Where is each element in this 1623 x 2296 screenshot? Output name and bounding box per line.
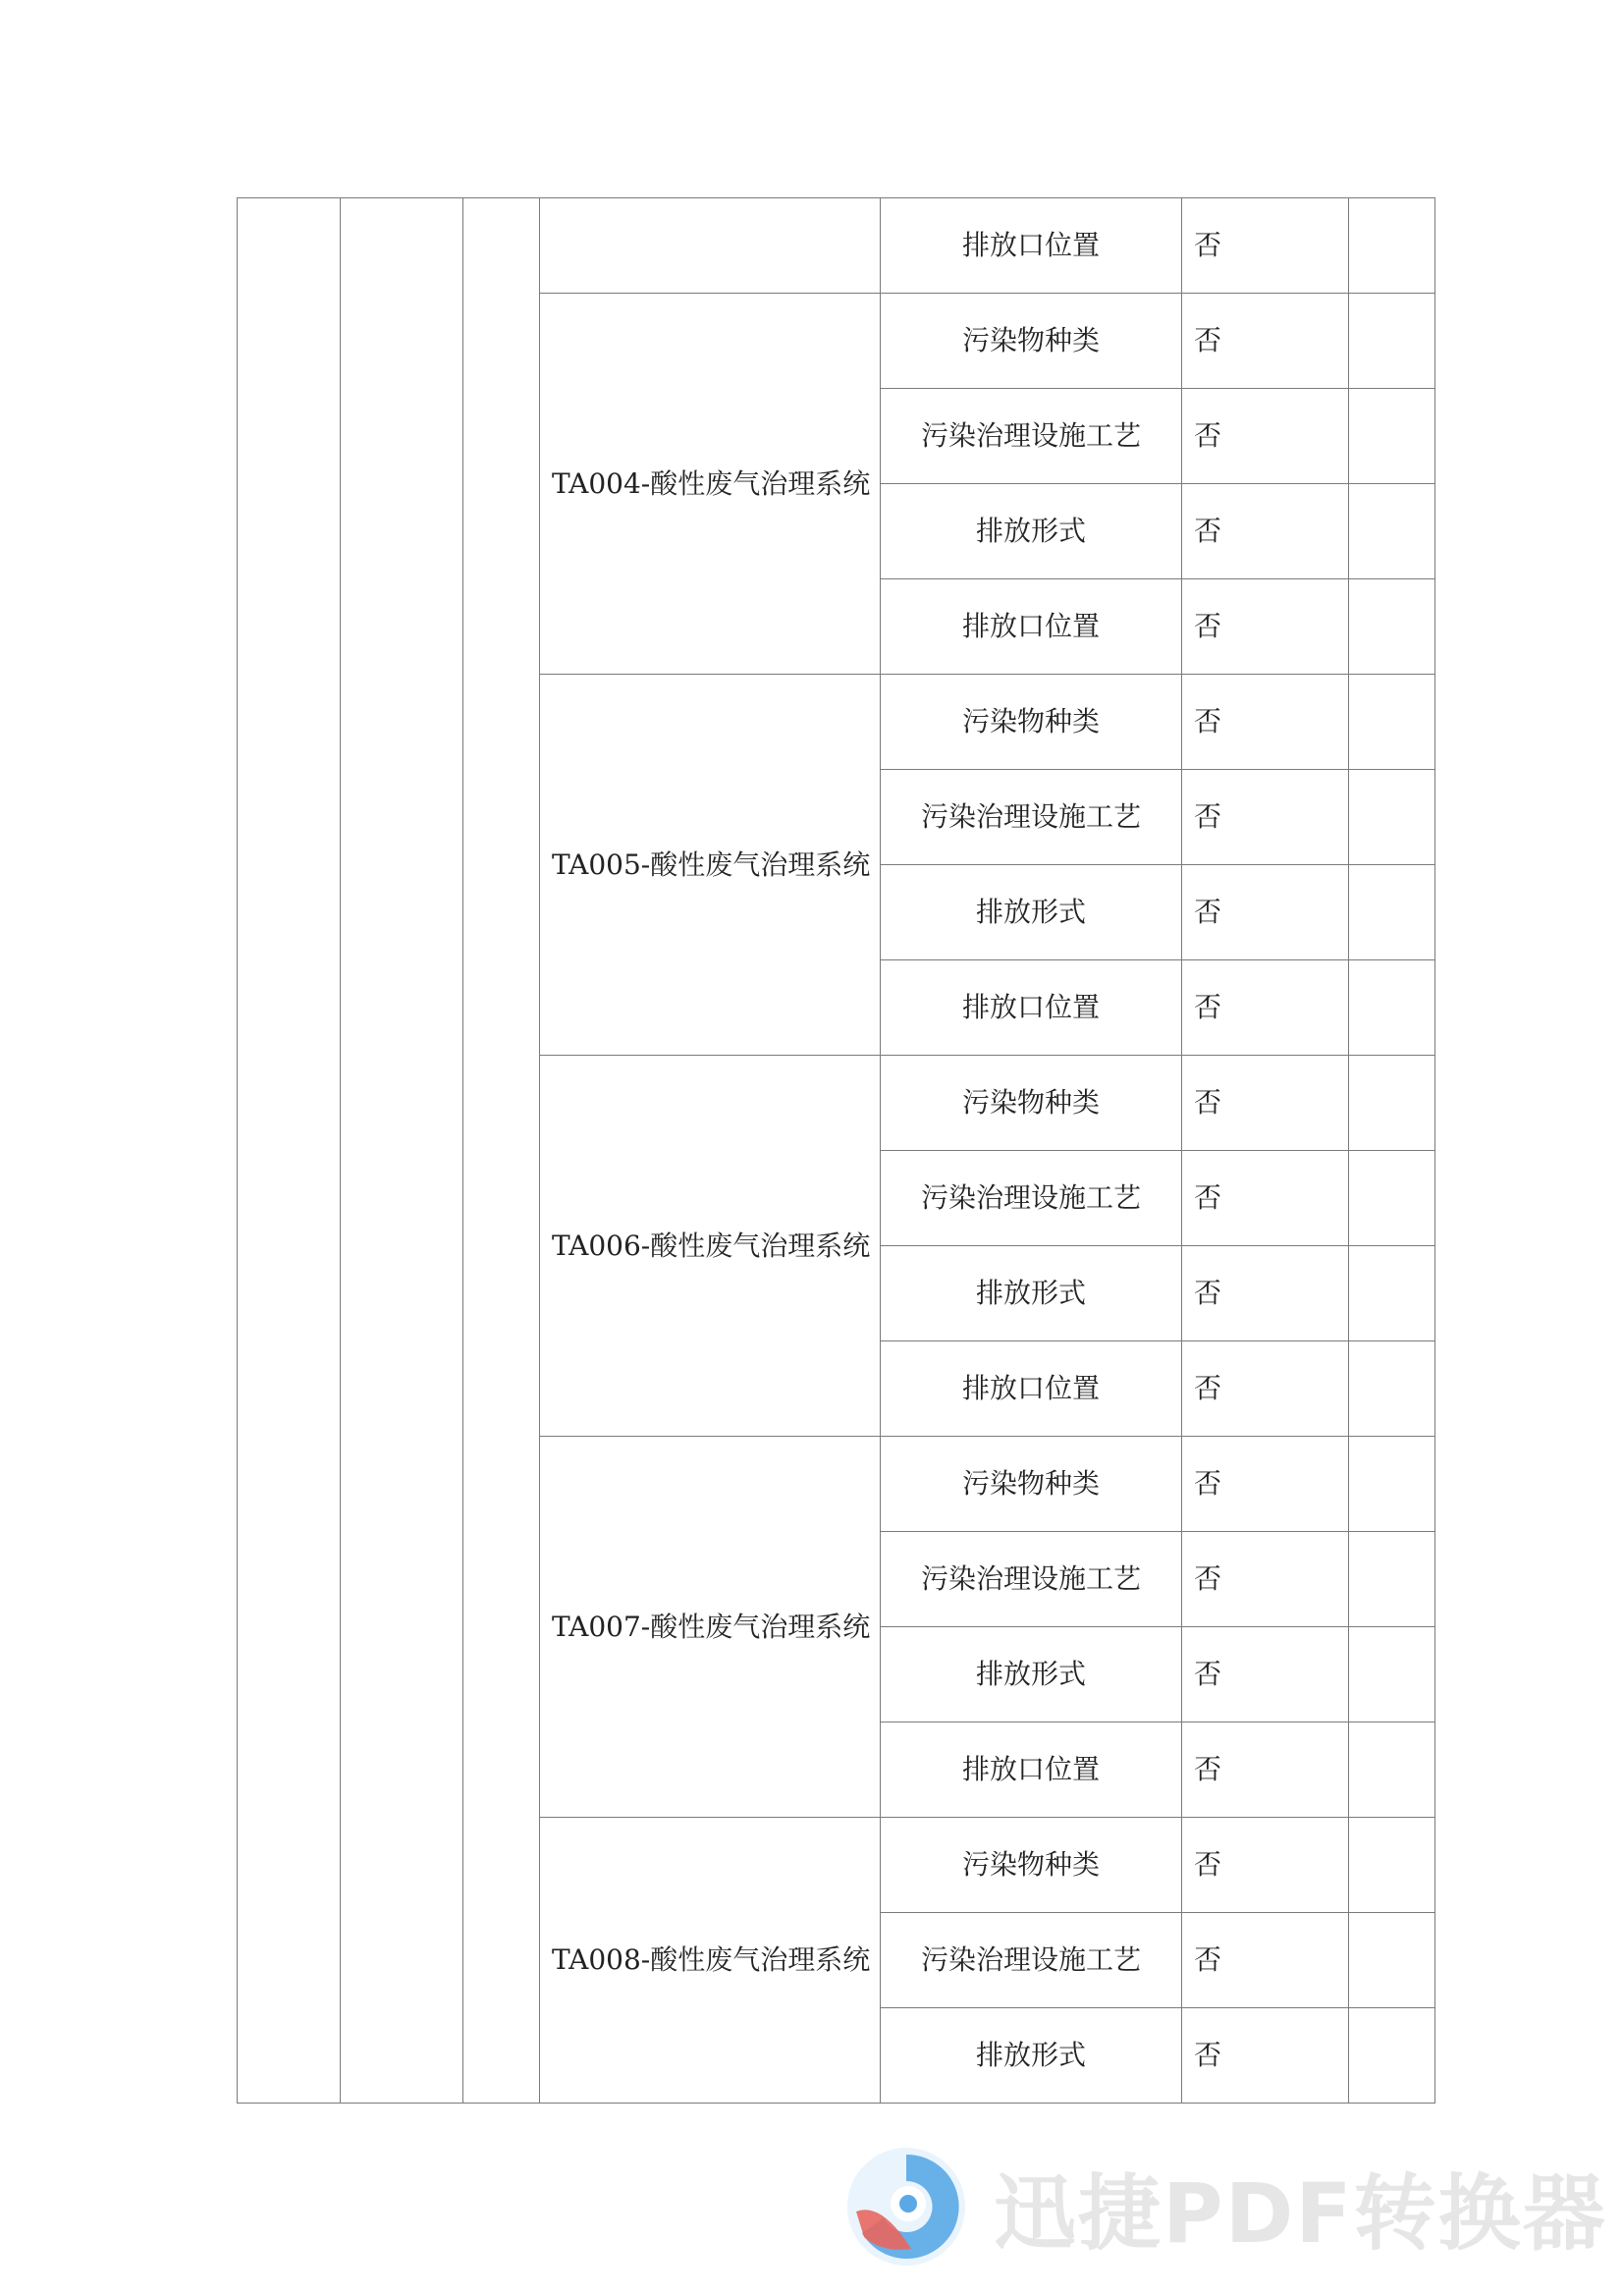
remark-cell bbox=[1349, 1627, 1435, 1722]
item-cell: 污染治理设施工艺 bbox=[881, 1913, 1182, 2008]
value-cell: 否 bbox=[1182, 389, 1349, 484]
remark-cell bbox=[1349, 770, 1435, 865]
watermark-text: 迅捷PDF转换器 bbox=[994, 2164, 1607, 2262]
remark-cell bbox=[1349, 1056, 1435, 1151]
merged-cell-col-1 bbox=[238, 198, 341, 2104]
item-cell: 排放形式 bbox=[881, 2008, 1182, 2104]
remark-cell bbox=[1349, 1151, 1435, 1246]
remark-cell bbox=[1349, 1913, 1435, 2008]
remark-cell bbox=[1349, 865, 1435, 960]
item-cell: 污染治理设施工艺 bbox=[881, 770, 1182, 865]
value-cell: 否 bbox=[1182, 1151, 1349, 1246]
item-cell: 排放口位置 bbox=[881, 1341, 1182, 1437]
item-cell: 污染物种类 bbox=[881, 1818, 1182, 1913]
system-name-cell: TA007-酸性废气治理系统 bbox=[540, 1437, 881, 1818]
remark-cell bbox=[1349, 960, 1435, 1056]
item-cell: 污染物种类 bbox=[881, 1056, 1182, 1151]
item-cell: 污染治理设施工艺 bbox=[881, 1151, 1182, 1246]
remark-cell bbox=[1349, 1532, 1435, 1627]
item-cell: 污染物种类 bbox=[881, 1437, 1182, 1532]
remark-cell bbox=[1349, 198, 1435, 294]
value-cell: 否 bbox=[1182, 675, 1349, 770]
value-cell: 否 bbox=[1182, 294, 1349, 389]
system-name-cell: TA004-酸性废气治理系统 bbox=[540, 294, 881, 675]
watermark bbox=[842, 2143, 1607, 2270]
document-table bbox=[237, 197, 1435, 2104]
item-cell: 污染物种类 bbox=[881, 294, 1182, 389]
value-cell: 否 bbox=[1182, 1913, 1349, 2008]
item-cell: 污染物种类 bbox=[881, 675, 1182, 770]
value-cell: 否 bbox=[1182, 1246, 1349, 1341]
system-name-cell: TA006-酸性废气治理系统 bbox=[540, 1056, 881, 1437]
value-cell: 否 bbox=[1182, 865, 1349, 960]
system-name-cell: TA008-酸性废气治理系统 bbox=[540, 1818, 881, 2104]
remark-cell bbox=[1349, 484, 1435, 579]
system-cell-empty bbox=[540, 198, 881, 294]
remark-cell bbox=[1349, 675, 1435, 770]
value-cell: 否 bbox=[1182, 1437, 1349, 1532]
value-cell: 否 bbox=[1182, 1341, 1349, 1437]
xunjie-logo-icon bbox=[842, 2143, 970, 2270]
value-cell: 否 bbox=[1182, 1722, 1349, 1818]
merged-cell-col-3 bbox=[463, 198, 540, 2104]
remark-cell bbox=[1349, 1246, 1435, 1341]
table-body bbox=[238, 198, 1435, 2104]
item-cell: 排放口位置 bbox=[881, 960, 1182, 1056]
value-cell: 否 bbox=[1182, 198, 1349, 294]
remark-cell bbox=[1349, 1341, 1435, 1437]
value-cell: 否 bbox=[1182, 1627, 1349, 1722]
remark-cell bbox=[1349, 294, 1435, 389]
remark-cell bbox=[1349, 1722, 1435, 1818]
item-cell: 排放形式 bbox=[881, 865, 1182, 960]
item-cell: 排放形式 bbox=[881, 1627, 1182, 1722]
value-cell: 否 bbox=[1182, 484, 1349, 579]
item-cell: 排放形式 bbox=[881, 484, 1182, 579]
system-name-cell: TA005-酸性废气治理系统 bbox=[540, 675, 881, 1056]
value-cell: 否 bbox=[1182, 1532, 1349, 1627]
item-cell: 污染治理设施工艺 bbox=[881, 389, 1182, 484]
remark-cell bbox=[1349, 1818, 1435, 1913]
remark-cell bbox=[1349, 579, 1435, 675]
value-cell: 否 bbox=[1182, 579, 1349, 675]
item-cell: 排放口位置 bbox=[881, 579, 1182, 675]
table-row bbox=[238, 198, 1435, 294]
value-cell: 否 bbox=[1182, 770, 1349, 865]
remark-cell bbox=[1349, 1437, 1435, 1532]
value-cell: 否 bbox=[1182, 960, 1349, 1056]
item-cell: 排放口位置 bbox=[881, 198, 1182, 294]
item-cell: 排放口位置 bbox=[881, 1722, 1182, 1818]
item-cell: 污染治理设施工艺 bbox=[881, 1532, 1182, 1627]
value-cell: 否 bbox=[1182, 1818, 1349, 1913]
value-cell: 否 bbox=[1182, 1056, 1349, 1151]
item-cell: 排放形式 bbox=[881, 1246, 1182, 1341]
remark-cell bbox=[1349, 2008, 1435, 2104]
merged-cell-col-2 bbox=[341, 198, 463, 2104]
remark-cell bbox=[1349, 389, 1435, 484]
value-cell: 否 bbox=[1182, 2008, 1349, 2104]
